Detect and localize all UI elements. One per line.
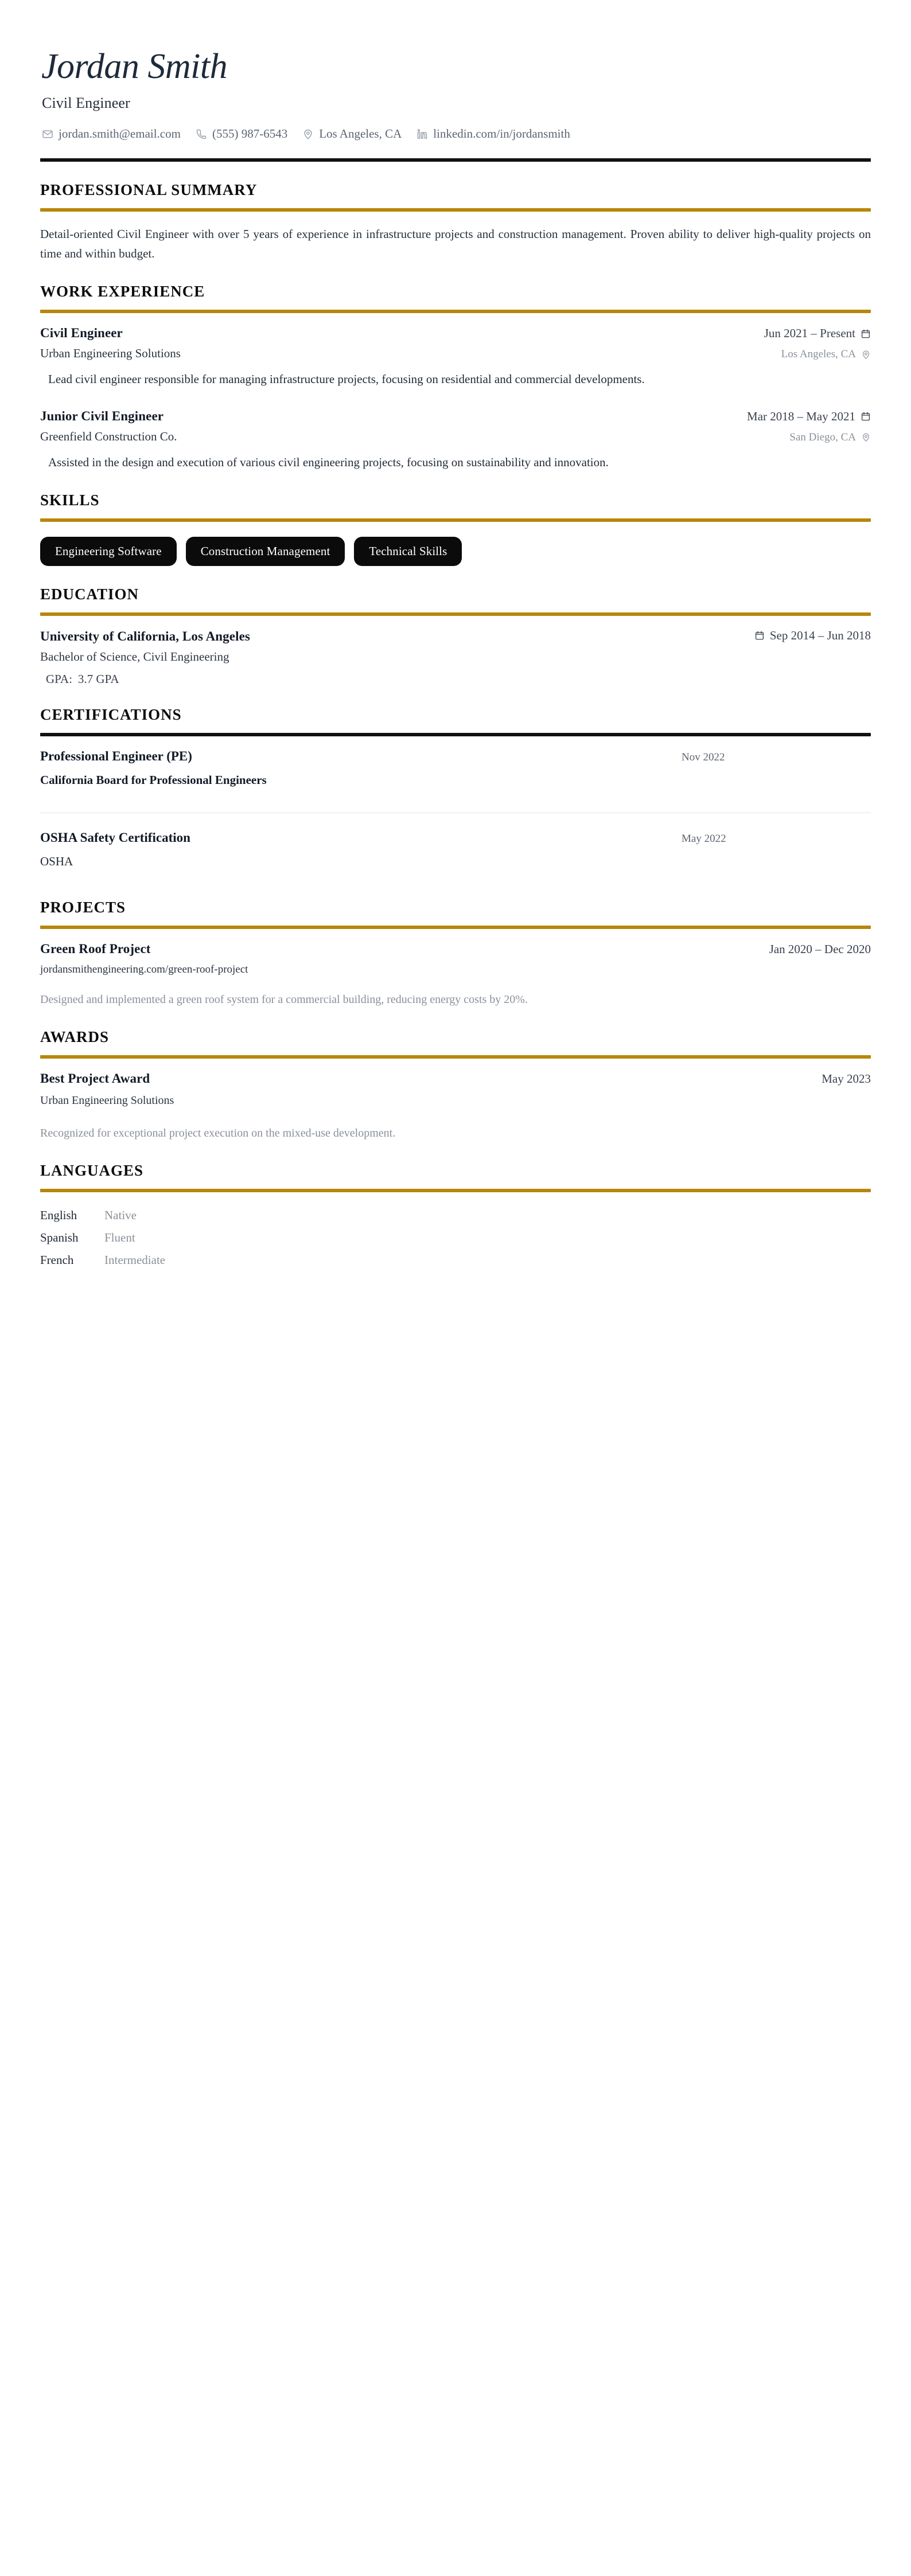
- section-skills: [40, 491, 871, 565]
- project-dates: Jan 2020 – Dec 2020: [769, 942, 871, 957]
- section-languages: [40, 1162, 871, 1267]
- experience-entry: [40, 409, 871, 473]
- project-description: Designed and implemented a green roof system for a commercial building, reducing energy costs by 20%.: [40, 993, 528, 1006]
- gpa-row: [46, 672, 871, 686]
- candidate-headline: Civil Engineer: [42, 95, 130, 112]
- certification-issuer: California Board for Professional Engineers: [40, 773, 267, 787]
- certification-entry: [40, 830, 871, 879]
- resume-header: [40, 45, 871, 162]
- certification-issuer: OSHA: [40, 854, 73, 869]
- job-title: Civil Engineer: [40, 326, 123, 341]
- contact-location-text: Los Angeles, CA: [319, 127, 402, 141]
- awards-body: [40, 1059, 871, 1142]
- project-entry-header: [40, 942, 871, 957]
- award-entry: [40, 1071, 871, 1142]
- language-list: [40, 1205, 871, 1267]
- job-dates-text: Jun 2021 – Present: [764, 326, 855, 341]
- contact-phone-text: (555) 987-6543: [212, 127, 288, 141]
- project-name: Green Roof Project: [40, 942, 151, 957]
- contact-linkedin[interactable]: [416, 127, 570, 141]
- language-row: [40, 1253, 871, 1267]
- skills-body: [40, 522, 871, 565]
- phone-icon: [196, 128, 207, 140]
- certification-entry-header: [40, 749, 871, 764]
- language-row: [40, 1231, 871, 1245]
- experience-entry-header: [40, 409, 871, 424]
- skill-pill[interactable]: Construction Management: [186, 537, 345, 565]
- contact-phone[interactable]: [196, 127, 287, 141]
- award-name: Best Project Award: [40, 1071, 150, 1086]
- section-title-awards: AWARDS: [40, 1028, 110, 1046]
- map-pin-icon: [302, 128, 314, 140]
- job-title: Junior Civil Engineer: [40, 408, 164, 423]
- contact-row: [42, 127, 871, 141]
- section-title-certifications: CERTIFICATIONS: [40, 706, 182, 724]
- award-description: Recognized for exceptional project execution on the mixed-use development.: [40, 1127, 396, 1140]
- experience-entry: [40, 326, 871, 389]
- languages-body: [40, 1192, 871, 1267]
- job-location: [789, 431, 871, 444]
- project-url[interactable]: jordansmithengineering.com/green-roof-project: [40, 963, 248, 976]
- contact-email-text: jordan.smith@email.com: [59, 127, 181, 141]
- job-location-text: San Diego, CA: [789, 431, 856, 443]
- map-pin-icon: [861, 350, 871, 360]
- school-name: University of California, Los Angeles: [40, 629, 250, 644]
- calendar-icon: [754, 630, 765, 641]
- skill-pill[interactable]: Engineering Software: [40, 537, 177, 565]
- summary-body: [40, 212, 871, 263]
- language-name: Spanish: [40, 1231, 79, 1245]
- education-dates: [754, 629, 871, 643]
- certification-date: Nov 2022: [682, 751, 725, 764]
- job-description: Lead civil engineer responsible for managing infrastructure projects, focusing on residential and commercial developments.: [48, 372, 645, 387]
- certifications-body: [40, 736, 871, 879]
- candidate-name: Jordan Smith: [41, 47, 228, 86]
- section-title-education: EDUCATION: [40, 585, 139, 603]
- envelope-icon: [42, 128, 53, 140]
- education-entry: [40, 629, 871, 687]
- project-entry: [40, 942, 871, 1009]
- award-entry-header: [40, 1071, 871, 1086]
- gpa-value: 3.7 GPA: [77, 672, 119, 686]
- contact-email[interactable]: [42, 127, 181, 141]
- section-work-experience: [40, 283, 871, 472]
- experience-entry-subheader: [40, 430, 871, 444]
- certification-entry: [40, 749, 871, 798]
- calendar-icon: [861, 329, 871, 339]
- job-dates: [747, 409, 871, 424]
- experience-entry-subheader: [40, 346, 871, 361]
- skill-pill[interactable]: Technical Skills: [354, 537, 462, 565]
- section-title-skills: SKILLS: [40, 491, 100, 509]
- projects-body: [40, 929, 871, 1009]
- job-description: Assisted in the design and execution of various civil engineering projects, focusing on sustainability and innovation.: [48, 455, 609, 469]
- certification-entry-header: [40, 830, 871, 845]
- experience-body: [40, 313, 871, 472]
- award-organization: Urban Engineering Solutions: [40, 1094, 174, 1107]
- contact-linkedin-text: linkedin.com/in/jordansmith: [433, 127, 570, 141]
- job-dates-text: Mar 2018 – May 2021: [747, 409, 855, 423]
- experience-entry-header: [40, 326, 871, 341]
- certification-name: Professional Engineer (PE): [40, 749, 192, 764]
- language-name: English: [40, 1208, 77, 1223]
- language-level: Fluent: [104, 1231, 135, 1245]
- section-title-languages: LANGUAGES: [40, 1162, 144, 1180]
- section-awards: [40, 1028, 871, 1142]
- job-location-text: Los Angeles, CA: [781, 348, 856, 361]
- section-title-projects: PROJECTS: [40, 899, 126, 916]
- degree-name: Bachelor of Science, Civil Engineering: [40, 650, 229, 664]
- section-projects: [40, 899, 871, 1009]
- award-date: May 2023: [822, 1072, 871, 1086]
- language-row: [40, 1208, 871, 1223]
- section-education: [40, 586, 871, 687]
- section-professional-summary: [40, 181, 871, 263]
- job-dates: [764, 326, 871, 341]
- contact-location[interactable]: [302, 127, 402, 141]
- map-pin-icon: [861, 432, 871, 442]
- summary-text: Detail-oriented Civil Engineer with over 5 years of experience in infrastructure projects and construction management. Proven ability to deliver high-quality projects on time and within budget.: [40, 227, 871, 261]
- job-company: Greenfield Construction Co.: [40, 429, 177, 443]
- education-entry-header: [40, 629, 871, 645]
- certification-date: May 2022: [682, 833, 726, 845]
- language-level: Intermediate: [104, 1253, 166, 1267]
- header-divider: [40, 158, 871, 162]
- section-title-experience: WORK EXPERIENCE: [40, 283, 205, 300]
- skills-pill-list: [40, 534, 871, 565]
- education-body: [40, 616, 871, 687]
- section-title-summary: PROFESSIONAL SUMMARY: [40, 181, 258, 199]
- section-certifications: [40, 706, 871, 879]
- language-name: French: [40, 1253, 74, 1267]
- job-company: Urban Engineering Solutions: [40, 346, 181, 361]
- language-level: Native: [104, 1208, 137, 1223]
- job-location: [781, 348, 871, 361]
- linkedin-icon: [416, 128, 428, 140]
- certification-name: OSHA Safety Certification: [40, 830, 190, 845]
- calendar-icon: [861, 411, 871, 421]
- gpa-label: GPA:: [46, 672, 72, 686]
- education-dates-text: Sep 2014 – Jun 2018: [769, 628, 871, 642]
